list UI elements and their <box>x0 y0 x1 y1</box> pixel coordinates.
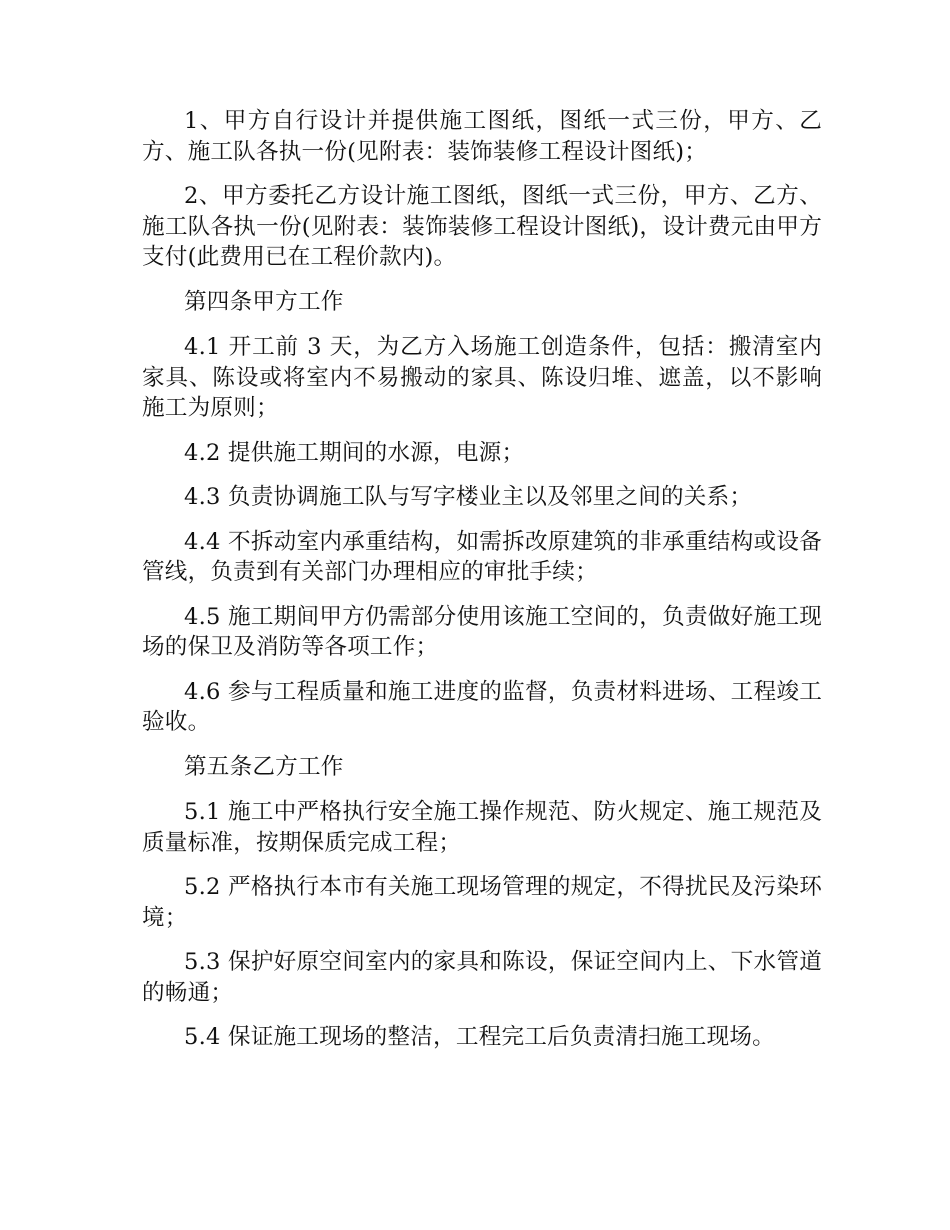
clause-4-4: 4.4 不拆动室内承重结构，如需拆改原建筑的非承重结构或设备管线，负责到有关部门办理相应的审批手续； <box>142 528 822 585</box>
clause-5-2: 5.2 严格执行本市有关施工现场管理的规定，不得扰民及污染环境； <box>142 874 822 931</box>
clause-5-1: 5.1 施工中严格执行安全施工操作规范、防火规定、施工规范及质量标准，按期保质完成工程； <box>142 799 822 856</box>
clause-5-4: 5.4 保证施工现场的整洁，工程完工后负责清扫施工现场。 <box>184 1024 775 1050</box>
clause-4-1: 4.1 开工前 3 天，为乙方入场施工创造条件，包括：搬清室内家具、陈设或将室内不易搬动的家具、陈设归堆、遮盖，以不影响施工为原则； <box>142 334 822 421</box>
clause-4-5: 4.5 施工期间甲方仍需部分使用该施工空间的，负责做好施工现场的保卫及消防等各项工作； <box>142 603 822 660</box>
article-five-heading: 第五条乙方工作 <box>184 753 344 780</box>
document-body <box>142 106 822 1067</box>
clause-4-6: 4.6 参与工程质量和施工进度的监督，负责材料进场、工程竣工验收。 <box>142 678 822 735</box>
article-four-heading: 第四条甲方工作 <box>184 288 344 315</box>
clause-4-3: 4.3 负责协调施工队与写字楼业主以及邻里之间的关系； <box>184 484 753 510</box>
clause-paragraph-1: 1、甲方自行设计并提供施工图纸，图纸一式三份，甲方、乙方、施工队各执一份(见附表：装饰装修工程设计图纸)； <box>142 108 822 165</box>
clause-5-3: 5.3 保护好原空间室内的家具和陈设，保证空间内上、下水管道的畅通； <box>142 949 822 1006</box>
clause-paragraph-2: 2、甲方委托乙方设计施工图纸，图纸一式三份，甲方、乙方、施工队各执一份(见附表：装饰装修工程设计图纸)，设计费元由甲方支付(此费用已在工程价款内)。 <box>142 183 822 270</box>
clause-4-2: 4.2 提供施工期间的水源，电源； <box>184 439 525 466</box>
